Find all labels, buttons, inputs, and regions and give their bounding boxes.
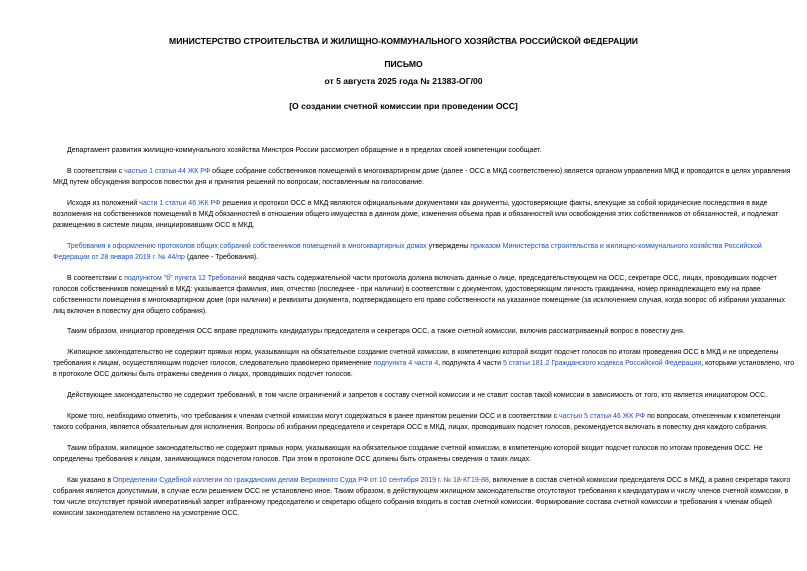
paragraph-3: Исходя из положений части 1 статьи 46 ЖК РФ решения и протокол ОСС в МКД являются официальными документами как документы, удостоверяющие факты, влекущие за собой юридические последствия в виде возложения на собственников помещений в МКД обязанностей в отношении общего имущества в данном доме, изменения объема прав и обязанностей или освобождения этих собственников от обязанностей, и подлежат размещению в системе лицом, инициировавшим ОСС в МКД. — [53, 200, 779, 229]
paragraph-8: Действующее законодательство не содержит требований, в том числе ограничений и запретов к составу счетной комиссии и не ставит состав такой комиссии в зависимость от того, кто является инициатором ОСС. — [67, 392, 768, 399]
link-minstroy-order-44pr[interactable]: приказом Министерства строительства и жилищно-коммунального хозяйства Российской Федерации от 28 января 2019 г. № 44/пр — [53, 243, 762, 261]
link-protocol-requirements[interactable]: Требования к оформлению протоколов общих собраний собственников помещений в многоквартирных домах — [67, 243, 427, 250]
link-civil-code-subpoint-4[interactable]: подпункта 4 части 4 — [373, 360, 439, 367]
paragraph-2: В соответствии с частью 1 статьи 44 ЖК РФ общее собрание собственников помещений в многоквартирном доме (далее - ОСС в МКД соответственно) является органом управления МКД и проводится в целях управления МКД путем обсуждения вопросов повестки дня и принятия решений по вопросам, поставленным на голосование. — [53, 168, 791, 186]
paragraph-5: В соответствии с подпунктом "б" пункта 12 Требований вводная часть содержательной части протокола должна включать данные о лице, председательствующем на ОСС, секретаре ОСС, лицах, проводивших подсчет голосов собственников помещений в МКД: указывается фамилия, имя, отчество (последнее - при наличии) в соответствии с документом, удостоверяющим личность гражданина, номер принадлежащего ему на праве собственности помещения в многоквартирном доме (при наличии) и реквизиты документа, подтверждающего его право собственности на указанное помещение (за исключением случая, когда вопрос об избрании указанных лиц включен в повестку дня общего собрания). — [53, 275, 786, 315]
letter-body — [53, 145, 795, 529]
document-subject: [О создании счетной комиссии при проведении ОСС] — [289, 101, 518, 111]
paragraph-1: Департамент развития жилищно-коммунального хозяйства Минстроя России рассмотрел обращение и в пределах своей компетенции сообщает. — [67, 147, 542, 154]
link-housing-code-46-5[interactable]: частью 5 статьи 46 ЖК РФ — [559, 413, 646, 420]
paragraph-11: Как указано в Определении Судебной коллегии по гражданским делам Верховного Суда РФ от 10 сентября 2019 г. № 18-КГ19-88, включение в состав счетной комиссии председателя ОСС в МКД, а равно секретаря такого собрания является допустимым, в случае если решением ОСС не установлено иное. Таким образом, в действующем жилищном законодательстве отсутствуют требования к кандидатурам и числу членов счетной комиссии, в том числе отсутствует прямой императивный запрет избранному председателю и секретарю общего собрания входить в состав счетной комиссии. Формирование состава счетной комиссии и требования к членам общей комиссии законодателем оставлено на усмотрение ОСС. — [53, 477, 791, 517]
link-housing-code-46-1[interactable]: части 1 статьи 46 ЖК РФ — [139, 200, 221, 207]
document-date-number: от 5 августа 2025 года № 21383-ОГ/00 — [324, 76, 483, 86]
paragraph-9: Кроме того, необходимо отметить, что требования к членам счетной комиссии могут содержаться в ранее принятом решении ОСС и в соответствии с частью 5 статьи 46 ЖК РФ по вопросам, отнесенным к компетенции такого собрания, является обязательным для исполнения. Вопросы об избрании председателя и секретаря ОСС в МКД, лицах, проводивших подсчет голосов, рекомендуется включать в повестку дня каждого собрания. — [53, 413, 781, 431]
link-supreme-court-ruling[interactable]: Определении Судебной коллегии по гражданским делам Верховного Суда РФ от 10 сентября 2019 г. № 18-КГ19-88 — [112, 477, 489, 484]
paragraph-6: Таким образом, инициатор проведения ОСС вправе предложить кандидатуры председателя и секретаря ОСС, а также счетной комиссии, включив рассматриваемый вопрос в повестку дня. — [67, 328, 685, 335]
document-type: ПИСЬМО — [384, 59, 423, 69]
paragraph-10: Таким образом, жилищное законодательство не содержит прямых норм, указывающих на обязательное создание счетной комиссии, в компетенцию которой входит подсчет голосов по итогам проведения ОСС. Не определены требования к лицам, занимающимся подсчетом голосов. При этом в протоколе ОСС должны быть отражены сведения о таких лицах. — [53, 445, 763, 463]
paragraph-7: Жилищное законодательство не содержит прямых норм, указывающих на обязательное создание счетной комиссии, в компетенцию которой входит подсчет голосов по итогам проведения ОСС в МКД и не определены требования к лицам, осуществляющим подсчет голосов, следовательно правомерно применение подпункта 4 части 4, подпункта 4 части 5 статьи 181.2 Гражданского кодекса Российской Федерации, которыми установлено, что в протоколе ОСС должны быть отражены сведения о лицах, проводивших подсчет голосов. — [53, 349, 795, 378]
paragraph-4: Требования к оформлению протоколов общих собраний собственников помещений в многоквартирных домах утверждены приказом Министерства строительства и жилищно-коммунального хозяйства Российской Федерации от 28 января 2019 г. № 44/пр (далее - Требования). — [53, 243, 762, 261]
link-requirements-12b[interactable]: подпунктом "б" пункта 12 Требований — [124, 275, 247, 282]
link-housing-code-44-1[interactable]: частью 1 статьи 44 ЖК РФ — [124, 168, 211, 175]
link-civil-code-181-2[interactable]: 5 статьи 181.2 Гражданского кодекса Российской Федерации — [502, 360, 702, 367]
issuer-title: МИНИСТЕРСТВО СТРОИТЕЛЬСТВА И ЖИЛИЩНО-КОММУНАЛЬНОГО ХОЗЯЙСТВА РОССИЙСКОЙ ФЕДЕРАЦИИ — [169, 36, 638, 46]
